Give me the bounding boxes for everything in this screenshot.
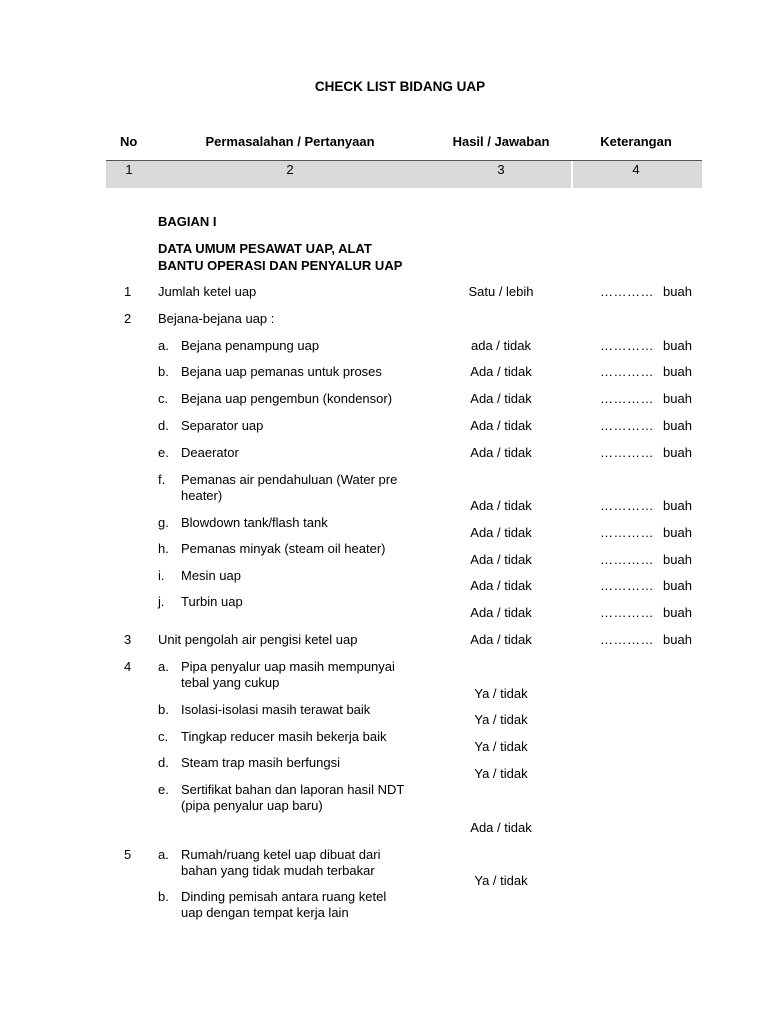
row-text: Pipa penyalur uap masih mempunyai xyxy=(181,659,395,674)
row-unit: buah xyxy=(663,445,692,460)
band-top-rule xyxy=(106,160,702,161)
row-letter: h. xyxy=(158,541,169,556)
row-text: Bejana uap pengembun (kondensor) xyxy=(181,391,393,406)
header-answer: Hasil / Jawaban xyxy=(452,134,550,149)
row-number: 4 xyxy=(124,659,132,674)
row-text: Pemanas minyak (steam oil heater) xyxy=(181,541,386,556)
row-answer: Satu / lebih xyxy=(468,284,534,299)
header-question: Permasalahan / Pertanyaan xyxy=(205,134,375,149)
row-letter: a. xyxy=(158,659,169,674)
row-letter: a. xyxy=(158,847,169,862)
row-text: Bejana uap pemanas untuk proses xyxy=(181,364,382,379)
row-letter: j. xyxy=(158,594,165,609)
row-text: Jumlah ketel uap xyxy=(158,284,257,299)
row-unit: buah xyxy=(663,498,692,513)
row-unit: buah xyxy=(663,605,692,620)
row-number: 2 xyxy=(124,311,132,326)
row-text: Sertifikat bahan dan laporan hasil NDT xyxy=(181,782,405,797)
row-answer: Ada / tidak xyxy=(470,418,532,433)
row-dots: ………… xyxy=(600,364,654,379)
header-no: No xyxy=(120,134,138,149)
section-subtitle-line1: DATA UMUM PESAWAT UAP, ALAT xyxy=(158,241,372,256)
row-answer: Ada / tidak xyxy=(470,498,532,513)
row-dots: ………… xyxy=(600,498,654,513)
col-number-1: 1 xyxy=(125,162,133,177)
row-text: Dinding pemisah antara ruang ketel xyxy=(181,889,387,904)
row-dots: ………… xyxy=(600,418,654,433)
row-unit: buah xyxy=(663,338,692,353)
row-number: 1 xyxy=(124,284,132,299)
row-answer: Ada / tidak xyxy=(470,605,532,620)
row-unit: buah xyxy=(663,364,692,379)
row-text-continued: (pipa penyalur uap baru) xyxy=(181,798,323,813)
row-letter: d. xyxy=(158,418,169,433)
row-answer: ada / tidak xyxy=(471,338,531,353)
section-subtitle-line2: BANTU OPERASI DAN PENYALUR UAP xyxy=(158,258,403,273)
row-answer: Ya / tidak xyxy=(474,873,528,888)
row-text-continued: tebal yang cukup xyxy=(181,675,280,690)
row-text: Deaerator xyxy=(181,445,239,460)
col-number-4: 4 xyxy=(632,162,640,177)
row-dots: ………… xyxy=(600,391,654,406)
row-answer: Ada / tidak xyxy=(470,552,532,567)
row-answer: Ada / tidak xyxy=(470,632,532,647)
row-unit: buah xyxy=(663,284,692,299)
row-letter: e. xyxy=(158,782,169,797)
row-letter: a. xyxy=(158,338,169,353)
row-dots: ………… xyxy=(600,632,654,647)
row-answer: Ada / tidak xyxy=(470,578,532,593)
row-letter: i. xyxy=(158,568,165,583)
row-letter: b. xyxy=(158,702,169,717)
header-note: Keterangan xyxy=(600,134,672,149)
row-answer: Ya / tidak xyxy=(474,739,528,754)
row-dots: ………… xyxy=(600,284,654,299)
row-letter: b. xyxy=(158,889,169,904)
row-letter: c. xyxy=(158,729,169,744)
row-text: Turbin uap xyxy=(181,594,243,609)
row-text-continued: heater) xyxy=(181,488,223,503)
row-text: Bejana-bejana uap : xyxy=(158,311,275,326)
row-letter: f. xyxy=(158,472,166,487)
row-letter: d. xyxy=(158,755,169,770)
col-number-3: 3 xyxy=(497,162,505,177)
row-answer: Ya / tidak xyxy=(474,686,528,701)
row-dots: ………… xyxy=(600,525,654,540)
row-answer: Ya / tidak xyxy=(474,712,528,727)
row-answer: Ya / tidak xyxy=(474,766,528,781)
row-letter: c. xyxy=(158,391,169,406)
row-letter: e. xyxy=(158,445,169,460)
row-dots: ………… xyxy=(600,578,654,593)
row-letter: b. xyxy=(158,364,169,379)
row-text: Steam trap masih berfungsi xyxy=(181,755,340,770)
row-number: 5 xyxy=(124,847,132,862)
row-dots: ………… xyxy=(600,605,654,620)
row-letter: g. xyxy=(158,515,169,530)
col-number-2: 2 xyxy=(286,162,294,177)
row-unit: buah xyxy=(663,632,692,647)
row-text: Bejana penampung uap xyxy=(181,338,320,353)
row-unit: buah xyxy=(663,391,692,406)
row-answer: Ada / tidak xyxy=(470,525,532,540)
row-text: Isolasi-isolasi masih terawat baik xyxy=(181,702,371,717)
row-text: Rumah/ruang ketel uap dibuat dari xyxy=(181,847,381,862)
row-answer: Ada / tidak xyxy=(470,364,532,379)
row-text: Mesin uap xyxy=(181,568,241,583)
row-unit: buah xyxy=(663,525,692,540)
row-unit: buah xyxy=(663,578,692,593)
row-answer: Ada / tidak xyxy=(470,820,532,835)
page-title: CHECK LIST BIDANG UAP xyxy=(314,79,486,94)
row-unit: buah xyxy=(663,552,692,567)
row-text-continued: bahan yang tidak mudah terbakar xyxy=(181,863,375,878)
row-dots: ………… xyxy=(600,445,654,460)
row-number: 3 xyxy=(124,632,132,647)
band-separator xyxy=(571,161,573,188)
row-text: Tingkap reducer masih bekerja baik xyxy=(181,729,387,744)
row-answer: Ada / tidak xyxy=(470,391,532,406)
row-text-continued: uap dengan tempat kerja lain xyxy=(181,905,349,920)
row-dots: ………… xyxy=(600,552,654,567)
row-dots: ………… xyxy=(600,338,654,353)
row-text: Separator uap xyxy=(181,418,264,433)
row-unit: buah xyxy=(663,418,692,433)
row-text: Unit pengolah air pengisi ketel uap xyxy=(158,632,358,647)
row-text: Blowdown tank/flash tank xyxy=(181,515,328,530)
section-title: BAGIAN I xyxy=(158,214,217,229)
row-text: Pemanas air pendahuluan (Water pre xyxy=(181,472,398,487)
row-answer: Ada / tidak xyxy=(470,445,532,460)
